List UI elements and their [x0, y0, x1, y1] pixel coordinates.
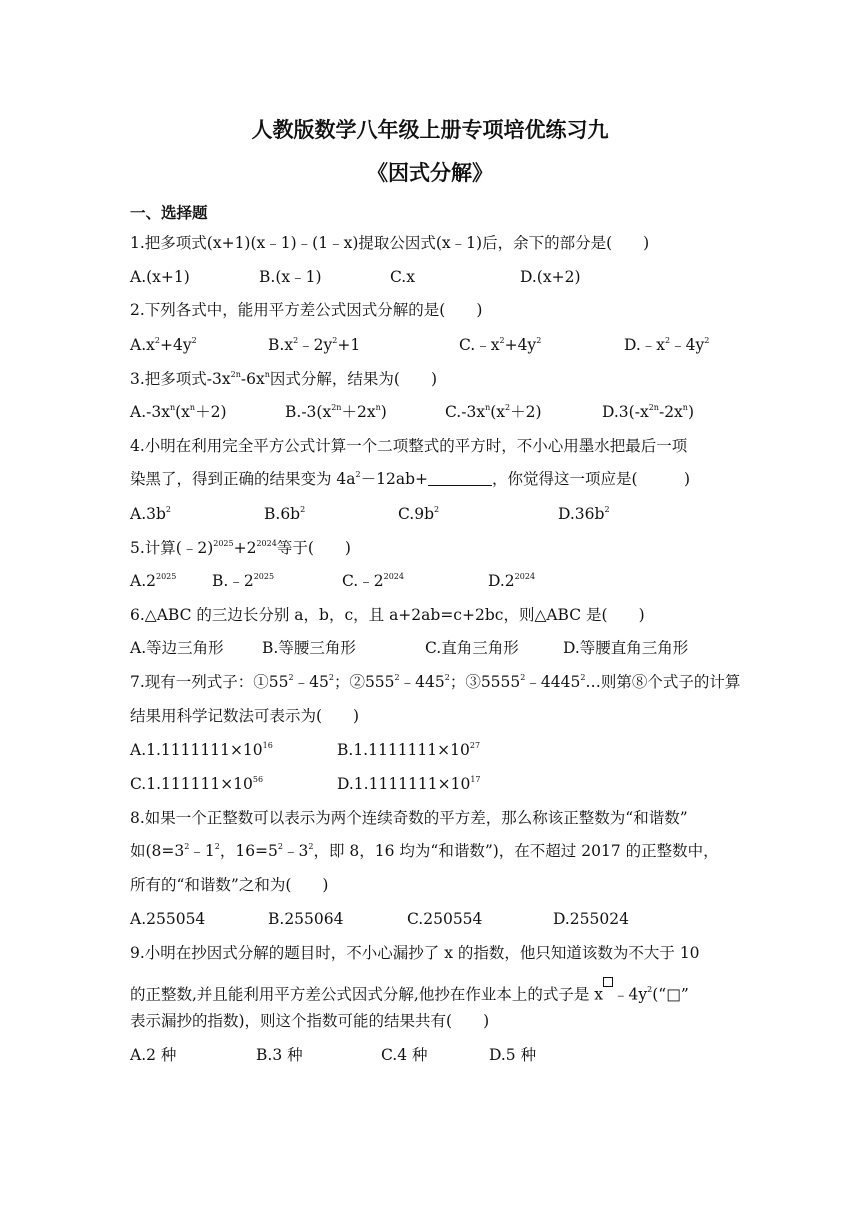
- section-heading: 一、选择题: [130, 204, 208, 222]
- q7-option-c: $C.1.111111\times 10^{56}$: [130, 774, 264, 793]
- q5-option-d: $D.2^{2024}$: [488, 571, 536, 590]
- answer-blank: [428, 471, 492, 486]
- q4-option-a: $A.3b^2$: [130, 504, 171, 523]
- q2-option-c: $C.﹣x^2+4y^2$: [459, 335, 542, 354]
- question-2-stem: 2.下列各式中，能用平方差公式因式分解的是( ): [130, 301, 483, 319]
- q6-option-a: A.等边三角形: [130, 639, 224, 657]
- question-8-stem-line2: 如($8=3^2﹣1^2$，$16=5^2﹣3^2$，即 8，16 均为“和谐数”)，在不超过 2017 的正整数中，: [130, 841, 719, 860]
- q4-option-d: $D.36b^2$: [558, 504, 610, 523]
- question-5-stem: 5.计算$(﹣2)^{2025}+2^{2024}$等于( ): [130, 538, 351, 557]
- question-1-stem: 1.把多项式(x+1)(x﹣1)﹣(1﹣x)提取公因式(x﹣1)后，余下的部分是( ): [130, 234, 650, 252]
- q4-option-c: $C.9b^2$: [398, 504, 440, 523]
- q1-option-a: A.(x+1): [130, 268, 190, 286]
- q8-option-c: C.250554: [407, 910, 483, 928]
- question-9-stem-line3: 表示漏抄的指数)，则这个指数可能的结果共有( ): [130, 1012, 490, 1030]
- question-4-stem-line1: 4.小明在利用完全平方公式计算一个二项整式的平方时，不小心用墨水把最后一项: [130, 437, 688, 455]
- question-8-stem-line3: 所有的“和谐数”之和为( ): [130, 876, 329, 894]
- q9-option-b: B.3 种: [256, 1046, 303, 1064]
- question-8-stem-line1: 8.如果一个正整数可以表示为两个连续奇数的平方差，那么称该正整数为“和谐数”: [130, 809, 688, 827]
- q1-option-d: D.(x+2): [520, 268, 581, 286]
- q6-option-c: C.直角三角形: [425, 639, 519, 657]
- question-6-stem: 6.△ABC 的三边长分别 a，b，c，且 a+2ab=c+2bc，则△ABC 是( ): [130, 606, 645, 624]
- q3-option-d: $D.3(-x^{2n}-2x^n)$: [602, 402, 695, 421]
- q1-option-b: B.(x﹣1): [259, 268, 322, 286]
- question-9-stem-line1: 9.小明在抄因式分解的题目时，不小心漏抄了 x 的指数，他只知道该数为不大于 10: [130, 944, 700, 962]
- q2-option-a: $A.x^2+4y^2$: [130, 335, 197, 354]
- question-7-stem-line2: 结果用科学记数法可表示为( ): [130, 707, 360, 725]
- q1-option-c: C.x: [390, 268, 415, 286]
- q5-option-a: $A.2^{2025}$: [130, 571, 177, 590]
- q7-option-a: $A.1.1111111\times 10^{16}$: [130, 740, 273, 759]
- page-title: 人教版数学八年级上册专项培优练习九: [251, 118, 609, 142]
- q2-option-d: $D.﹣x^2﹣4y^2$: [624, 335, 710, 354]
- q8-option-a: A.255054: [130, 910, 206, 928]
- q9-option-a: A.2 种: [130, 1046, 177, 1064]
- q6-option-d: D.等腰直角三角形: [563, 639, 689, 657]
- q4-option-b: $B.6b^2$: [264, 504, 306, 523]
- q9-option-c: C.4 种: [381, 1046, 428, 1064]
- q7-option-b: $B.1.1111111\times 10^{27}$: [337, 740, 481, 759]
- q7-option-d: $D.1.1111111\times 10^{17}$: [337, 774, 481, 793]
- q8-option-d: D.255024: [553, 910, 629, 928]
- q3-option-a: $A.-3x^n(x^n+2)$: [130, 402, 227, 421]
- q5-option-b: $B.﹣2^{2025}$: [212, 571, 275, 590]
- question-4-stem-line2: 染黑了，得到正确的结果变为 $4a^2-12ab+$ ，你觉得这一项应是( ): [130, 469, 691, 488]
- question-9-stem-line2: 的正整数,并且能利用平方差公式因式分解,他抄在作业本上的式子是 x $﹣4y^2(“□$”: [130, 977, 689, 1004]
- q8-option-b: B.255064: [268, 910, 344, 928]
- q5-option-c: $C.﹣2^{2024}$: [342, 571, 404, 590]
- question-3-stem: 3.把多项式$-3x^{2n}-6x^n$因式分解，结果为( ): [130, 369, 437, 388]
- q9-option-d: D.5 种: [489, 1046, 537, 1064]
- page-subtitle: 《因式分解》: [367, 161, 493, 185]
- missing-exponent-box: [603, 977, 613, 987]
- q2-option-b: $B.x^2﹣2y^2+1$: [268, 335, 361, 354]
- q3-option-c: $C.-3x^n(x^2+2)$: [445, 402, 542, 421]
- question-7-stem-line1: 7.现有一列式子：$①55^2﹣45^2$；$②555^2﹣445^2$；③5555$^2$﹣4445$^2$…则第⑧个式子的计算: [130, 672, 741, 691]
- q3-option-b: $B.-3(x^{2n}+2x^n)$: [285, 402, 387, 421]
- q6-option-b: B.等腰三角形: [262, 639, 356, 657]
